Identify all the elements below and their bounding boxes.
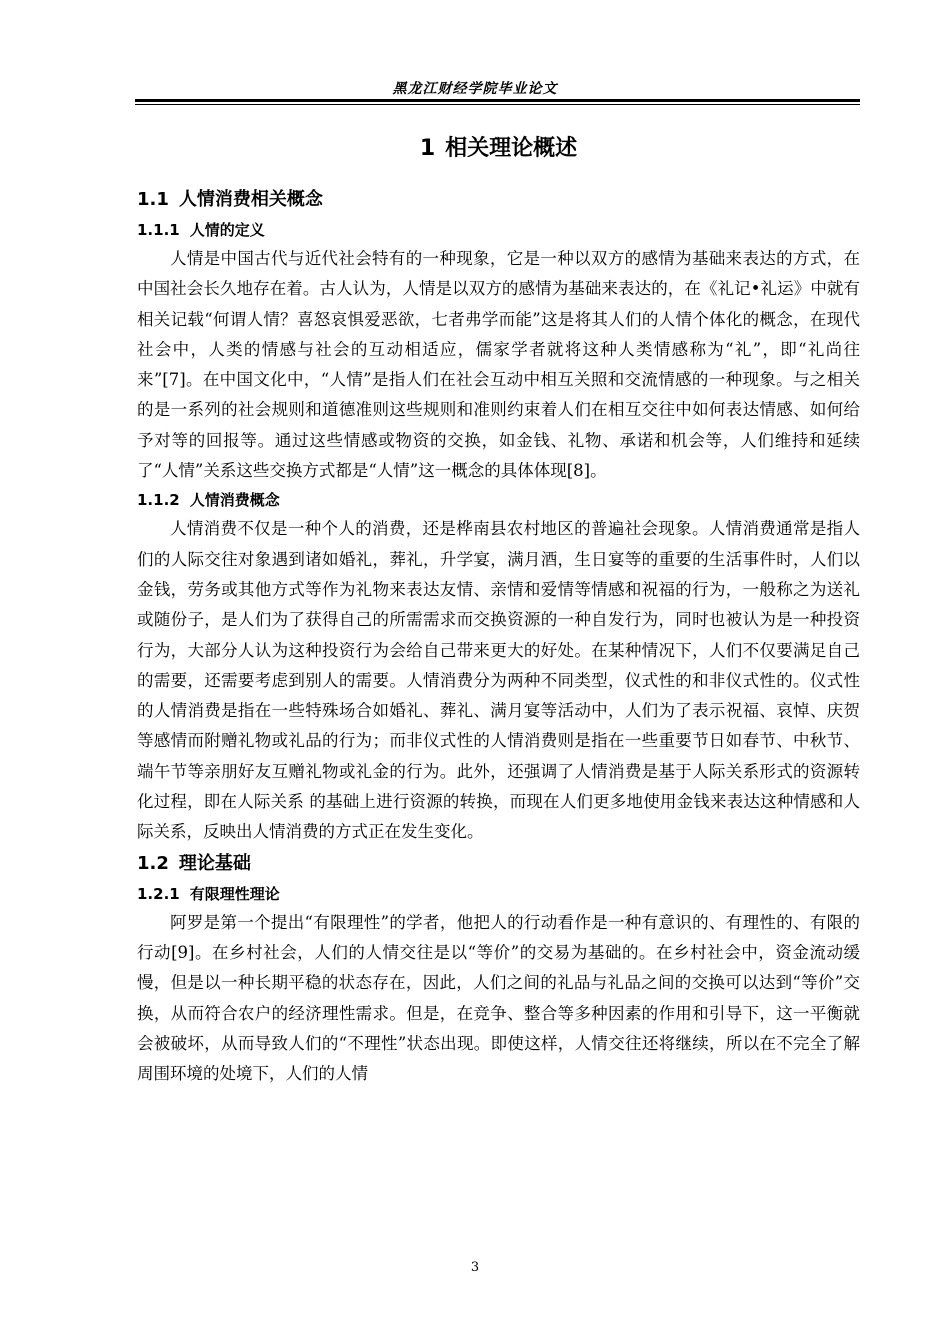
running-header: 黑龙江财经学院毕业论文 [392,81,558,97]
subsection-heading [137,216,860,244]
page-number: 3 [470,1260,480,1275]
section-heading [137,848,860,880]
body-paragraph: 阿罗是第一个提出“有限理性”的学者，他把人的行动看作是一种有意识的、有理性的、有限的行动[9]。在乡村社会，人们的人情交往是以“等价”的交易为基础的。在乡村社会中，资金流动缓慢，但是以一种长期平稳的状态存在，因此，人们之间的礼品与礼品之间的交换可以达到“等价”交换，从而符合农户的经济理性需求。但是，在竞争、整合等多种因素的作用和引导下，这一平衡就会被破坏，从而导致人们的“不理性”状态出现。即使这样，人情交往还将继续，所以在不完全了解周围环境的处境下，人们的人情 [137,912,860,1084]
section-title: 理论基础 [178,852,251,874]
body-paragraph: 人情是中国古代与近代社会特有的一种现象，它是一种以双方的感情为基础来表达的方式，在中国社会长久地存在着。古人认为，人情是以双方的感情为基础来表达的，在《礼记•礼运》中就有相关记载“何谓人情？喜怒哀惧爱恶欲，七者弗学而能”这是将其人们的人情个体化的概念，在现代社会中，人类的情感与社会的互动相适应，儒家学者就将这种人类情感称为“礼”，即“礼尚往来”[7]。在中国文化中，“人情”是指人们在社会互动中相互关照和交流情感的一种现象。与之相关的是一系列的社会规则和道德准则这些规则和准则约束着人们在相互交往中如何表达情感、如何给予对等的回报等。通过这些情感或物资的交换，如金钱、礼物、承诺和机会等，人们维持和延续了“人情”关系这些交换方式都是“人情”这一概念的具体体现[8]。 [137,249,860,481]
subsection-number: 1.1.2 [137,491,180,510]
section-number: 1.2 [137,852,169,874]
subsection-number: 1.1.1 [137,221,180,239]
body-paragraph: 人情消费不仅是一种个人的消费，还是桦南县农村地区的普遍社会现象。人情消费通常是指人们的人际交往对象遇到诸如婚礼，葬礼，升学宴，满月酒，生日宴等的重要的生活事件时，人们以金钱，劳务或其他方式等作为礼物来表达友情、亲情和爱情等情感和祝福的行为，一般称之为送礼或随份子，是人们为了获得自己的所需需求而交换资源的一种自发行为，同时也被认为是一种投资行为，大部分人认为这种投资行为会给自己带来更大的好处。在某种情况下，人们不仅要满足自己的需要，还需要考虑到别人的需要。人情消费分为两种不同类型，仪式性的和非仪式性的。仪式性的人情消费是指在一些特殊场合如婚礼、葬礼、满月宴等活动中，人们为了表示祝福、哀悼、庆贺等感情而附赠礼物或礼品的行为；而非仪式性的人情消费则是指在一些重要节日如春节、中秋节、端午节等亲朋好友互赠礼物或礼金的行为。此外，还强调了人情消费是基于人际关系形式的资源转化过程，即在人际关系 的基础上进行资源的转换，而现在人们更多地使用金钱来表达这种情感和人际关系，反映出人情消费的方式正在发生变化。 [137,519,860,842]
chapter-number: 1 [419,136,436,161]
header-rule-thin [135,104,860,105]
chapter-title [137,132,860,166]
section-heading [137,184,860,216]
section-number: 1.1 [137,189,169,210]
subsection-heading [137,880,860,908]
subsection-title: 人情的定义 [189,221,265,239]
subsection-title: 人情消费概念 [189,491,280,510]
subsection-title: 有限理性理论 [189,884,280,903]
page-body [137,132,860,1089]
section-title: 人情消费相关概念 [178,189,323,210]
header-rule-thick [135,99,860,102]
chapter-title-text: 相关理论概述 [445,136,578,161]
subsection-heading [137,486,860,514]
subsection-number: 1.2.1 [137,884,180,903]
